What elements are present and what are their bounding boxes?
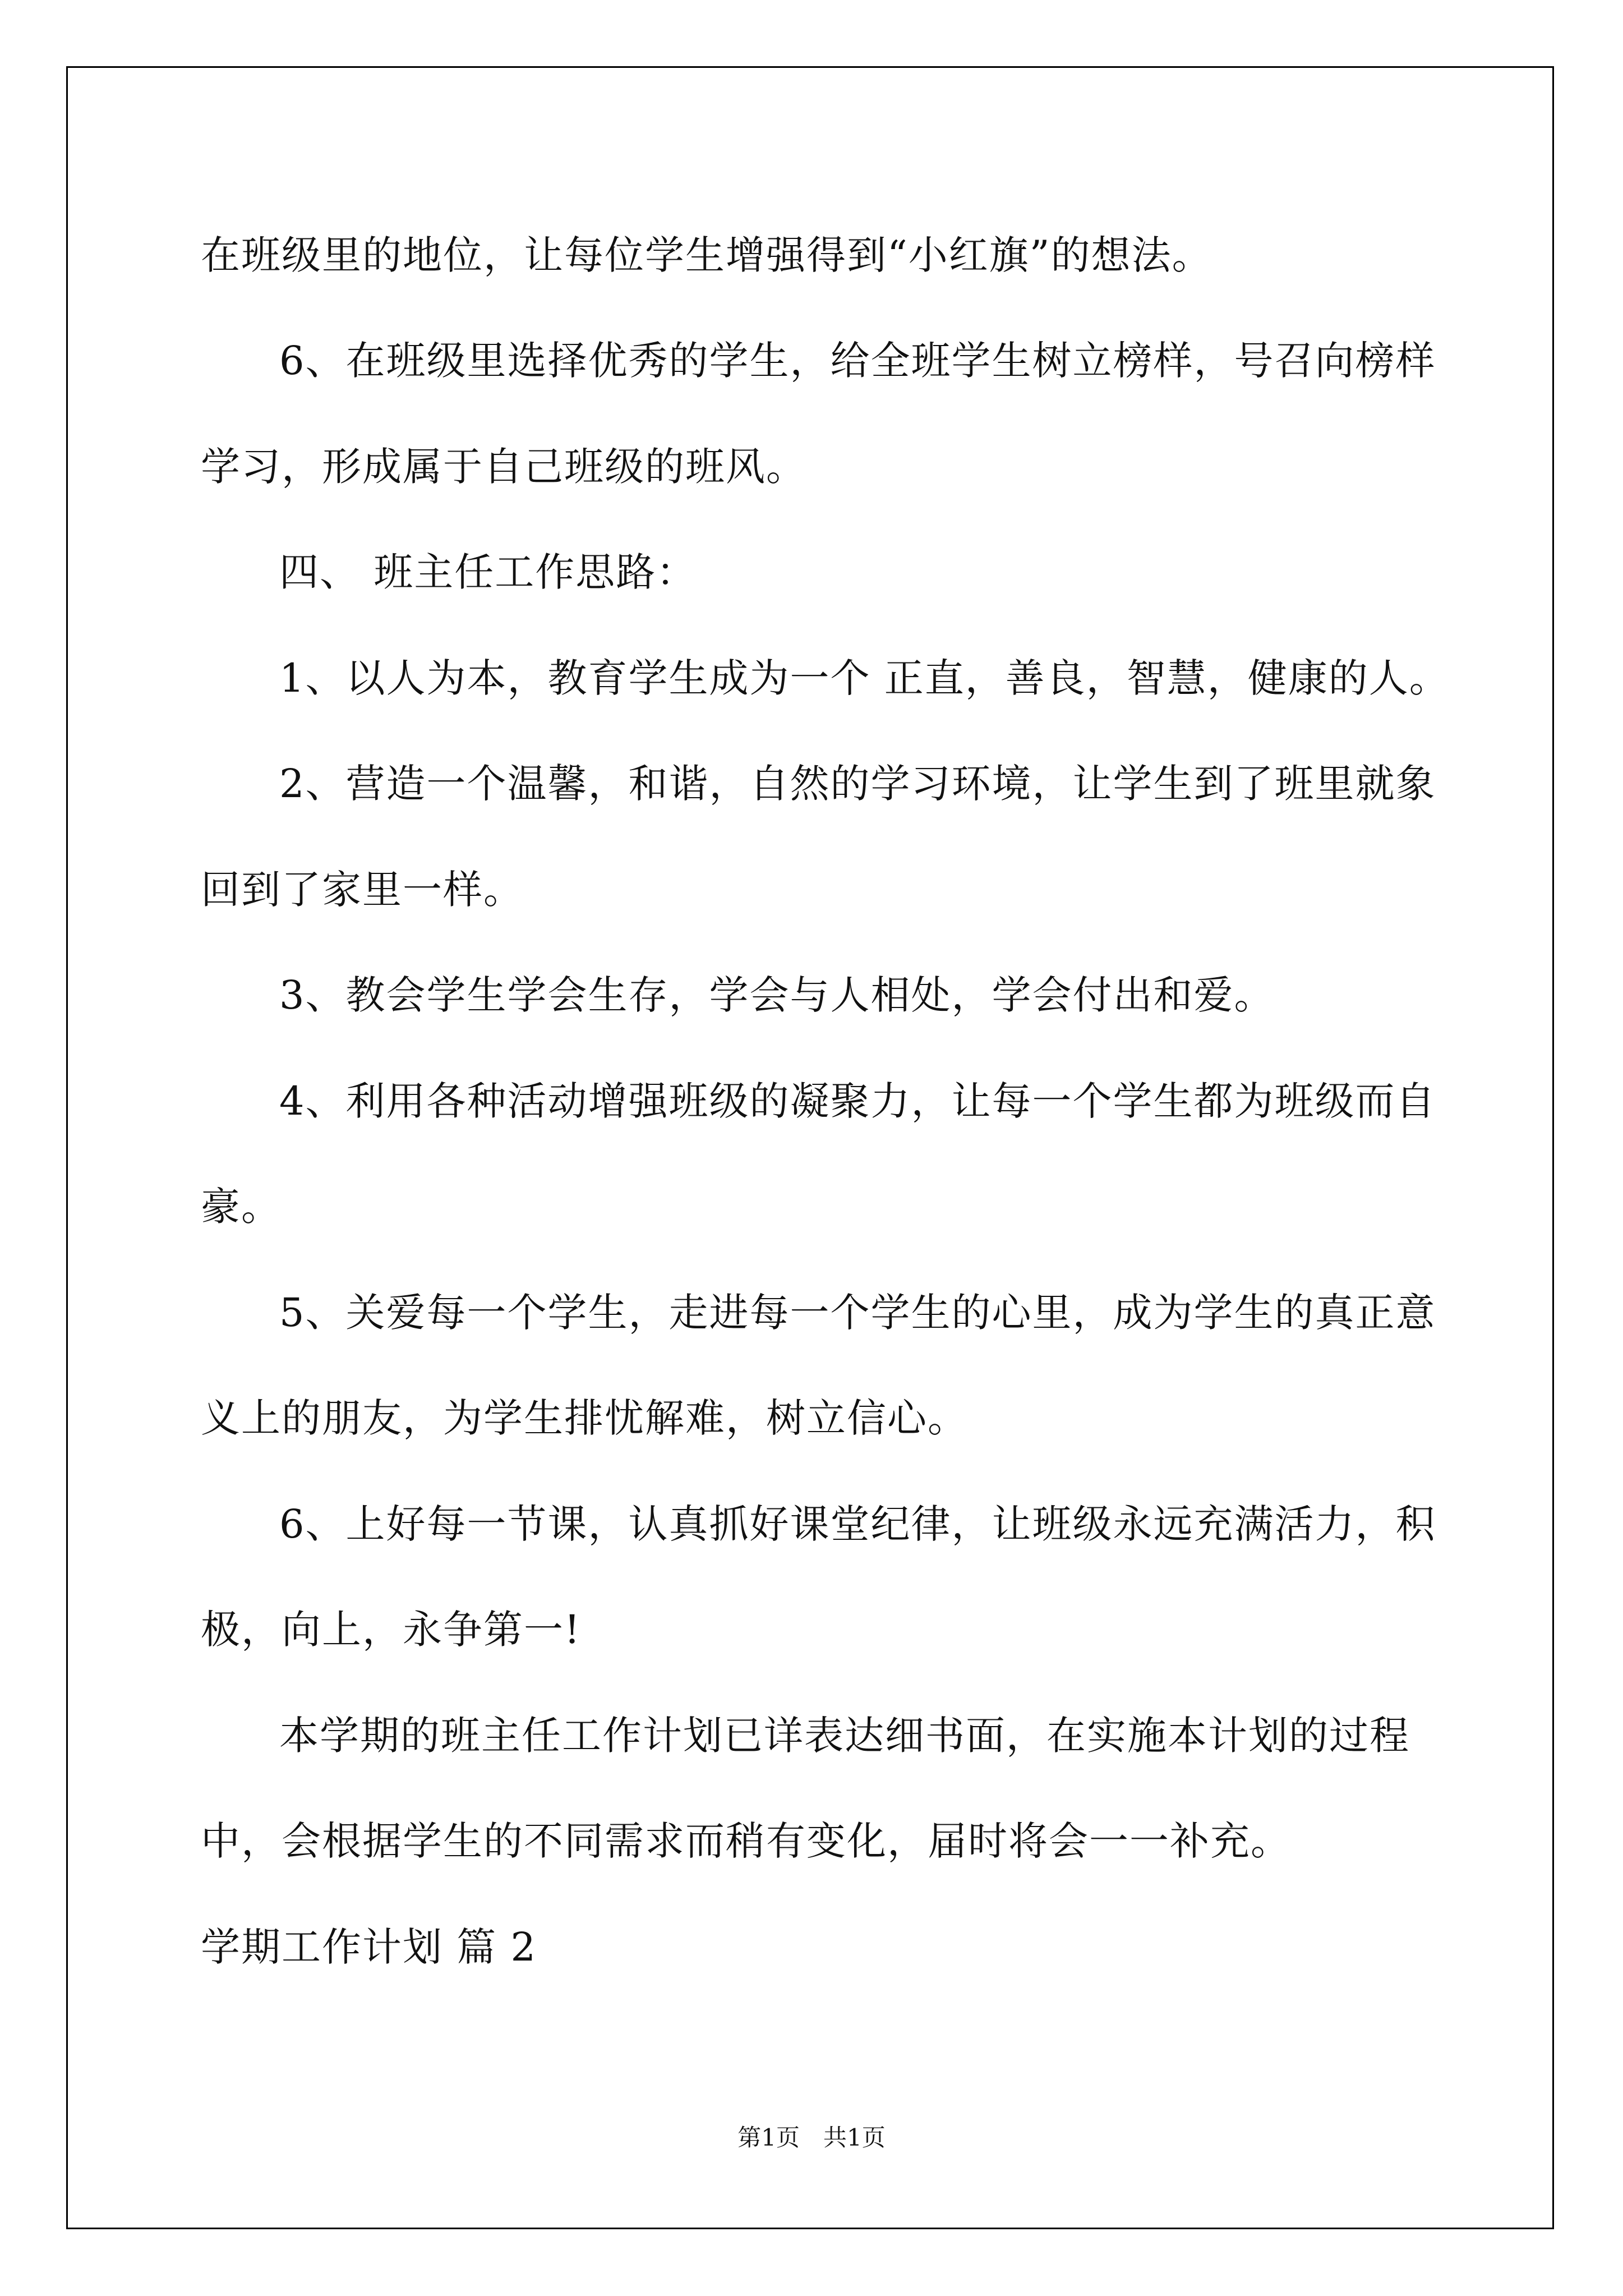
text-line: 回到了家里一样。 — [201, 867, 524, 913]
text-line: 2、营造一个温馨，和谐，自然的学习环境，让学生到了班里就象 — [279, 761, 1436, 807]
text-line: 3、教会学生学会生存，学会与人相处，学会付出和爱。 — [279, 972, 1275, 1018]
section-heading: 四、 班主任工作思路： — [279, 549, 697, 595]
text-line: 1、以人为本，教育学生成为一个 正直，善良，智慧，健康的人。 — [279, 655, 1450, 701]
text-line: 5、关爱每一个学生，走进每一个学生的心里，成为学生的真正意 — [279, 1290, 1436, 1336]
text-line: 6、在班级里选择优秀的学生，给全班学生树立榜样，号召向榜样 — [279, 338, 1436, 384]
page-border — [66, 66, 1554, 2229]
text-line: 中，会根据学生的不同需求而稍有变化，届时将会一一补充。 — [201, 1818, 1291, 1864]
text-line: 学习，形成属于自己班级的班风。 — [201, 444, 806, 490]
text-line: 极，向上，永争第一! — [201, 1607, 582, 1653]
page-footer: 第1页 共1页 — [737, 2124, 886, 2151]
text-line: 豪。 — [201, 1184, 282, 1230]
text-line: 本学期的班主任工作计划已详表达细书面，在实施本计划的过程 — [279, 1713, 1410, 1759]
section-title: 学期工作计划 篇 2 — [201, 1924, 537, 1970]
text-line: 6、上好每一节课，认真抓好课堂纪律，让班级永远充满活力，积 — [279, 1501, 1436, 1547]
text-line: 在班级里的地位，让每位学生增强得到“小红旗”的想法。 — [201, 232, 1212, 278]
text-line: 4、利用各种活动增强班级的凝聚力，让每一个学生都为班级而自 — [279, 1078, 1436, 1124]
text-line: 义上的朋友，为学生排忧解难，树立信心。 — [201, 1395, 968, 1441]
